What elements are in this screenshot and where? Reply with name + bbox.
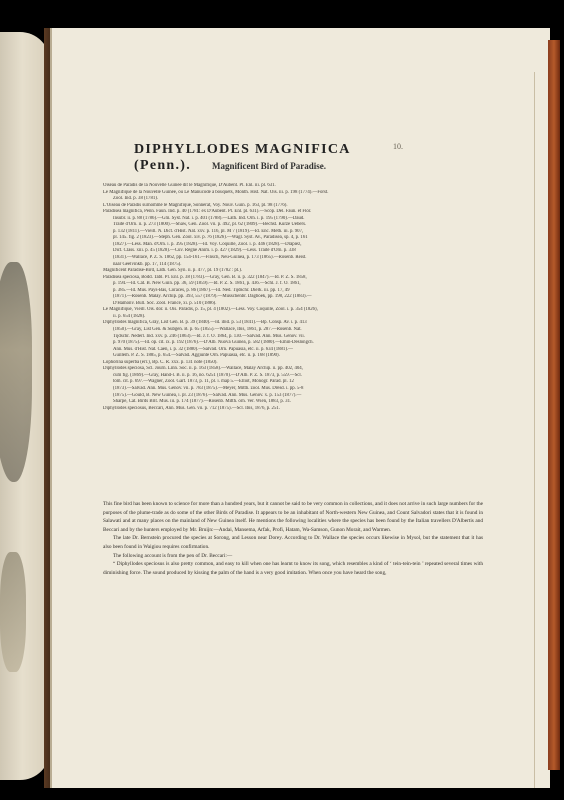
synonymy-line: (1873).—Salvad. Ann. Mus. Genov. vii. p. 783 (1875).—Meyer, Mitth. zool. Mus. Dresd. i. pp. 5-8 — [113, 385, 304, 391]
synonymy-line: tom. cit. p. 697.—Wagner, Zool. Gart. 1873, p. 11, pl. i. map 5.—Elliot, Monogr. Parad. pl. 12 — [113, 379, 294, 385]
synonymy-line: (1850).—Gray, List Gen. & Subgen. B. p. 65 (1855).—Wallace, Ibis, 1861, p. 287.—Rosenb. Nat. — [113, 327, 302, 333]
synonymy-line: Sharpe, Cat. Birds Brit. Mus. iii. p. 174 (1877).—Rosenb. Mitth. orn. Ver. Wien, 1883, p. 31. — [113, 399, 292, 405]
page-subtitle: Magnificent Bird of Paradise. — [212, 161, 326, 171]
body-paragraph: The late Dr. Bernstein procured the species at Sorong, and Lesson near Dorey. According to Dr. Wallace the species occurs likewise in Mysol, but the statement that it has also been found in Waigiou requires confirmation. — [103, 535, 483, 550]
synonymy-line: Ann. Mus. d'Hist. Nat. Caen, i. p. 32 (1880).—Salvad. Orn. Papuasia, etc. ii. p. 634 (1881).— — [113, 346, 293, 352]
left-facing-page — [0, 32, 50, 780]
synonymy-line: Diphyllodes magnifica, Gray, List Gen. B. p. 39 (1840).—Id. ibid. p. 53 (1841).—Bp. Consp. Av. i. p. 413 — [103, 320, 307, 326]
synonymy-list — [103, 183, 483, 412]
synonymy-line: p. 132 (1811).—Vieill. N. Dict. d'Hist. Nat. xxv. p. 116, pl. M 7 (1819).—Id. Enc. Méth. iii. p. 907, — [113, 228, 304, 234]
synonymy-line: (1831).—Wallace, P. Z. S. 1862, pp. 154-161.—Finsch, Neu-Guinea, p. 173 (1865).—Rosenb. Reist. — [113, 255, 307, 261]
synonymy-line: (1871).—Rosenb. Malay. Archip. pp. 393, 557 (1879).—Musschenbr. Dagboek, pp. 198, 222 (1883).— — [113, 294, 312, 300]
page-edge — [548, 40, 560, 770]
synonymy-line: L'Oiseau de Paradis surnommé le Magnifique, Sonnerat, Voy. Nouv. Guin. p. 163, pl. 98 (1776). — [103, 202, 288, 208]
page-title: DIPHYLLODES MAGNIFICA (Penn.). — [134, 142, 350, 173]
page-margin-rule — [534, 72, 541, 788]
synonymy-line: Lophorina superba (err.), Bp. C. R. xxx. p. 131 note (1850). — [103, 359, 218, 365]
synonymy-line: Tijdschr. Nederl. Ind. xxv. p. 246 (1863).—Id. J. f. O. 1864, p. 130.—Salvad. Ann. Mus. Genov. vii. — [113, 333, 305, 339]
synonymy-line: D'Hamonv. Bull. Soc. Zool. France, xi. p. 510 (1886). — [113, 300, 217, 306]
synonymy-line: p. 970 (1875).—Id. op. cit. ix. p. 192 (1876).—D'Alb. Nuova Guinea, p. 582 (1880).—Emin-Deslongch. — [113, 340, 314, 346]
synonymy-line: Paradisea speciosa, Bodd. Tabl. Pl. Enl. p. 38 (1783).—Gray, Gen. B. ii. p. 322 (1847).—Id. P. Z. S. 1858, — [103, 274, 307, 280]
synonymy-line: pl. 145. fig. 2 (1823).—Steph. Gen. Zool. xiv. p. 76 (1826).—Wagl. Syst. Av., Paradisea, sp. 4, p. 161 — [113, 235, 308, 241]
page-number: 10. — [393, 142, 403, 151]
bird-illustration — [0, 262, 32, 482]
synonymy-line: (1827).—Less. Man. d'Orn. i. p. 395 (1828).—Id. Voy. Coquille, Zool. i. p. 446 (1828).—Drapiez, — [113, 241, 302, 247]
synonymy-line: Dict. Class. xiii. p. 45 (1828).—Cuv. Règne Anim. i. p. 427 (1829).—Less. Traité d'Orn. p. 338 — [113, 248, 296, 254]
branch-illustration — [0, 552, 26, 672]
synonymy-line: Oiseau de Paradis de la Nouvelle Guinée dit le Magnifique, D'Aubent. Pl. Enl. iii. pl. 631. — [103, 183, 276, 188]
synonymy-line: Insubr. ii. p. 88 (1786).—Gm. Syst. Nat. i. p. 401 (1788).—Lath. Ind. Orn. i. p. 195 (1790).—Daud. — [113, 215, 305, 221]
synonymy-line: Diphyllodes speciosa, Scl. Journ. Linn. Soc. ii. p. 163 (1858).—Wallace, Malay Archip. ii. pp. 402, 404, — [103, 366, 303, 372]
synonymy-line: Paradisea magnifica, Penn. Faun. Ind. p. 40 (1781: ex D'Aubent. Pl. Enl. pl. 631).—Scop. Del. Faun. et Flor. — [103, 209, 312, 215]
synonymy-line: p. 385.—Id. Mus. Pays-Bas, Coraces, p. 86 (1867).—Id. Ned. Tijdschr. Dierk. iii. pp. 17, 49 — [113, 287, 290, 293]
body-paragraph: This fine bird has been known to science for more than a hundred years, but it cannot be said to be very common in collections, and it does not arrive in such large numbers for the purposes of the plume-trade as do some of the other Birds of Paradise. It appears to be an inhabitant of North-western New Guinea, and Count Salvadori states that it is found in Salawati and at many places on the mainland of New Guinea itself. He mentions the following localities where the species has been found by the Italian travellers D'Albertis and Beccari and by the hunters employed by Mr. Bruijn:—Andai, Mansema, Arfak, Profi, Hatam, Wa-Samson, Gunon Morait, and Warmen. — [103, 501, 483, 533]
synonymy-line: cum fig. (1869).—Gray, Hand-l. B. ii. p. 16, no. 6251 (1870).—D'Alb. P. Z. S. 1873, p. 559.—Scl. — [113, 372, 302, 378]
synonymy-line: p. 194.—Id. Cat. B. New Guin. pp. 36, 59 (1859).—Id. P. Z. S. 1861, p. 436.—Schl. J. f. O. 1861, — [113, 281, 301, 287]
synonymy-line: Le Magnifique de la Nouvelle Guinée, ou Le Manucode à bouquets, Month. Hist. Nat. Ois. iii. p. 198 (1774).—Forst. — [103, 189, 329, 195]
synonymy-line: ii. p. 654 (1828). — [113, 313, 146, 319]
body-text — [103, 500, 483, 577]
synonymy-line: Zool. Ind. p. 38 (1781). — [113, 196, 159, 202]
body-paragraph: The following account is from the pen of Dr. Beccari:— — [113, 552, 233, 559]
synonymy-line: (1875).—Gould, B. New Guinea, i. pl. 23 (1876).—Salvad. Ann. Mus. Genov. x. p. 153 (1877).— — [113, 392, 302, 398]
synonymy-line: naar Geelvinkb. pp. 17, 114 (1875). — [113, 261, 182, 267]
synonymy-line: Magnificent Paradise-Bird, Lath. Gen. Syn. ii. p. 477, pl. 19 (1782 : pt.). — [103, 268, 243, 274]
body-paragraph: “ Diphyllodes speciosus is also pretty common, and easy to kill when one has learnt to know its song, which resembles a kind of ‘ tein-tein-tein ’ repeated several times with diminishing force. The sound produced by kissing the palm of the hand is a very good imitation. When once you have heard the song, — [103, 561, 483, 576]
synonymy-line: Diphyllodes speciosus, Beccari, Ann. Mus. Gen. vii. p. 712 (1875).—Scl. Ibis, 1876, p. 251. — [103, 405, 280, 411]
synonymy-line: Le Magnifique, Vieill. Ois. dor. ii. Ois. Paradis, p. 15, pl. 4 (1802).—Less. Voy. Coquille, Zool. i. p. 354 (1826), — [103, 307, 318, 313]
synonymy-line: Guillem. P. Z. S. 1885, p. 654.—Salvad. Aggiunte Orn. Papuasia, etc. ii. p. 168 (1890). — [113, 353, 280, 359]
synonymy-line: Traité d'Orn. ii. p. 273 (1800).—Shaw, Gen. Zool. vii. p. 492, pl. 62 (1809).—Bechst. Kurze Uebers. — [113, 222, 307, 228]
